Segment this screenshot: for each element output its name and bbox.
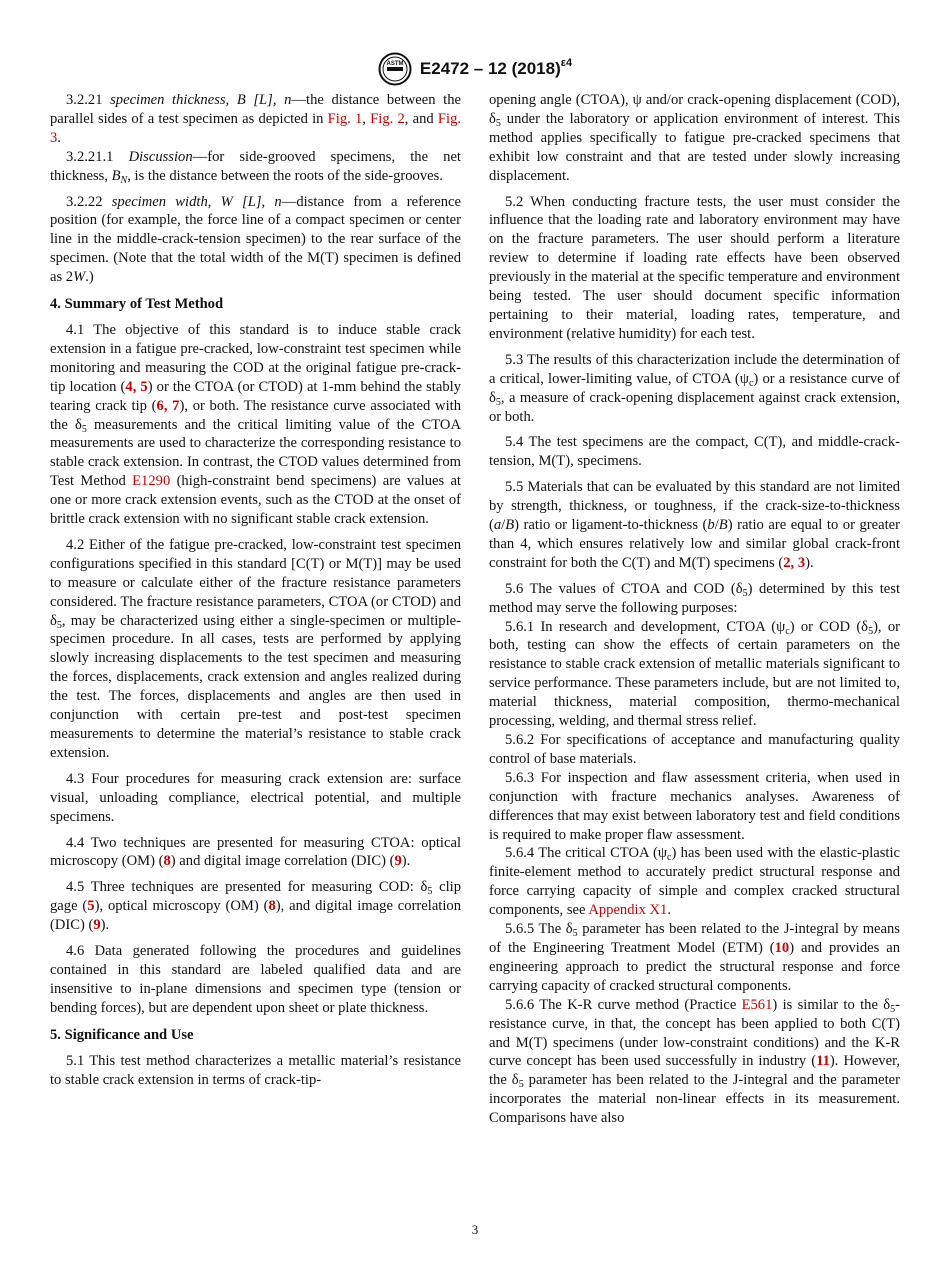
e561-link[interactable]: E561: [741, 996, 773, 1013]
para-5-6-1: 5.6.1 In research and development, CTOA $(\psi_c)$ or COD $(\delta_5)$, or both, testing can show the effects of certain parameters on the resistance to stable crack extension of metallic materials significant to service performance. These parameters include, but are not limited to, material thickness, material composition, thermo-mechanical processing, welding, and thermal stress relief.: [489, 618, 900, 730]
para-5-1-continued: opening angle (CTOA), ψ and/or crack-opening displacement (COD), $\delta_5$ under the laboratory or application environment of interest. This method applies specifically to fatigue pre-cracked specimens that exhibit low constraint and that are tested under slowly increasing displacement.: [489, 92, 900, 184]
ref-link[interactable]: 5: [87, 898, 95, 915]
left-column: [50, 91, 461, 1096]
appendix-x1-link[interactable]: Appendix X1: [588, 902, 668, 919]
para-4-2: 4.2 Either of the fatigue pre-cracked, low-constraint test specimen configurations specified in this standard [C(T) or M(T)] may be used to measure or calculate either of the fracture resistance parameters considered. The fracture resistance parameters, CTOA (or CTOD) and $\delta_5$, may be characterized using either a single-specimen or multiple-specimen procedure. In all cases, tests are performed by applying slowly increasing displacements to the test specimen and measuring the forces, displacements, crack extension and angles realized during the test. The forces, displacements and angles are then used in conjunction with certain pre-test and post-test specimen measurements to determine the material’s resistance to stable crack extension.: [50, 536, 461, 761]
fig2-link[interactable]: Fig. 2: [370, 110, 405, 127]
page-number: 3: [471, 1222, 479, 1237]
fig1-link[interactable]: Fig. 1: [327, 110, 363, 127]
para-5-2: 5.2 When conducting fracture tests, the user must consider the influence that the loading rate and laboratory environment may have on the fracture parameters. The user should perform a literature review to determine if loading rate effects have been observed previously in the material at the specific temperature and environment being tested. The user should document specific information pertaining to their material, loading rates, temperature, and environment (relative humidity) for each test.: [489, 193, 900, 342]
para-5-4: 5.4 The test specimens are the compact, C(T), and middle-crack-tension, M(T), specimens.: [489, 434, 900, 470]
fig3-link[interactable]: Fig. 3: [50, 110, 462, 146]
ref-link[interactable]: 8: [268, 898, 276, 915]
para-5-3: 5.3 The results of this characterization include the determination of a critical, lower-limiting value, of CTOA $(\psi_c)$ or a resistance curve of $\delta_5$, a measure of crack-opening displacement against crack extension, or both.: [489, 351, 900, 425]
para-5-1: 5.1 This test method characterizes a metallic material’s resistance to stable crack extension in terms of crack-tip-: [50, 1052, 461, 1088]
para-3-2-21: 3.2.21 specimen thickness, B [L], n—the distance between the parallel sides of a test specimen as depicted in Fig. 1, Fig. 2, and Fig. 3.: [50, 92, 462, 146]
ref-link[interactable]: 9: [394, 853, 402, 870]
para-4-3: 4.3 Four procedures for measuring crack extension are: surface visual, unloading compliance, electrical potential, and multiple specimens.: [50, 770, 461, 825]
para-4-6: 4.6 Data generated following the procedures and guidelines contained in this standard are labeled qualified data and are insensitive to in-plane dimensions and specimen type (tension or bending forces), but are dependent upon sheet or plate thickness.: [50, 943, 461, 1016]
right-column: [489, 91, 900, 1128]
para-3-2-22: 3.2.22 specimen width, W [L], n—distance from a reference position (for example, the force line of a compact specimen or center line in the middle-crack-tension specimen) to the rear surface of the specimen. (Note that the total width of the M(T) specimen is defined as 2W.): [50, 193, 462, 286]
para-5-6-5: 5.6.5 The $\delta_5$ parameter has been related to the J-integral by means of the Engineering Treatment Model (ETM) (10) and provides an engineering approach to predict the structural response and force carrying capacity of cracked structural components.: [489, 921, 900, 994]
para-3-2-21-1: 3.2.21.1 Discussion—for side-grooved specimens, the net thickness, $B_N$, is the distance between the roots of the side-grooves.: [50, 148, 461, 186]
ref-link[interactable]: 4, 5: [125, 378, 148, 395]
para-5-6: 5.6 The values of CTOA and COD $(\delta_5)$ determined by this test method may serve the following purposes:: [489, 580, 900, 616]
document-number: E2472 – 12 $(2018)^{\varepsilon 4}$: [419, 57, 573, 78]
para-5-6-3: 5.6.3 For inspection and flaw assessment criteria, when used in conjunction with fracture mechanics analyses. Awareness of differences that may exist between laboratory test and field conditions is required to make proper flaw assessment.: [489, 769, 900, 843]
page-header: [0, 52, 950, 86]
ref-link[interactable]: 10: [774, 939, 790, 956]
section-5-heading: 5. Significance and Use: [50, 1026, 194, 1043]
ref-link[interactable]: 11: [816, 1053, 830, 1070]
ref-link[interactable]: 8: [163, 853, 171, 870]
para-4-4: 4.4 Two techniques are presented for measuring CTOA: optical microscopy (OM) (8) and digital image correlation (DIC) (9).: [50, 834, 461, 870]
epsilon-suffix: ε4: [560, 57, 573, 69]
para-4-5: 4.5 Three techniques are presented for measuring COD: $\delta_5$ clip gage (5), optical microscopy (OM) (8), and digital image correlation (DIC) (9).: [50, 879, 462, 934]
e1290-link[interactable]: E1290: [132, 473, 171, 490]
para-5-5: 5.5 Materials that can be evaluated by this standard are not limited by strength, thickness, or toughness, if the crack-size-to-thickness (a/B) ratio or ligament-to-thickness (b/B) ratio are equal to or greater than 4, which ensures relatively low and similar global crack-front constraint for both the C(T) and M(T) specimens (2, 3).: [489, 479, 900, 571]
ref-link[interactable]: 9: [93, 917, 101, 934]
para-5-6-6: 5.6.6 The K-R curve method (Practice E561) is similar to the $\delta_5$-resistance curve, in that, the concept has been applied to both C(T) and M(T) specimens (under low-constraint conditions) and the K-R curve concept has been used successfully in industry (11). However, the $\delta_5$ parameter has been related to the J-integral and the parameter incorporates the material non-linear effects in its measurement. Comparisons have also: [489, 996, 900, 1127]
para-4-1: 4.1 The objective of this standard is to induce stable crack extension in a fatigue pre-cracked, low-constraint test specimen while monitoring and measuring the COD at the original fatigue pre-crack-tip location (4, 5) or the CTOA (or CTOD) at 1-mm behind the stably tearing crack tip (6, 7), or both. The resistance curve associated with the $\delta_5$ measurements and the critical limiting value of the CTOA measurements are used to characterize the corresponding resistance to stable crack extension. In contrast, the CTOD values determined from Test Method E1290 (high-constraint bend specimens) are values at one or more crack extension events, such as the CTOD at the onset of brittle crack extension with no significant stable crack extension.: [50, 321, 462, 528]
ref-link[interactable]: 6, 7: [156, 397, 180, 414]
svg-text:ASTM: ASTM: [386, 61, 404, 67]
para-5-6-2: 5.6.2 For specifications of acceptance and manufacturing quality control of base materials.: [489, 732, 900, 767]
astm-logo-icon: [378, 52, 412, 86]
section-4-heading: 4. Summary of Test Method: [50, 296, 224, 313]
para-5-6-4: 5.6.4 The critical CTOA $(\psi_c)$ has been used with the elastic-plastic finite-element method to accurately predict structural response and force carrying capacity of simple and complex cracked structural components, see Appendix X1.: [489, 845, 901, 919]
ref-link[interactable]: 2, 3: [783, 554, 806, 571]
